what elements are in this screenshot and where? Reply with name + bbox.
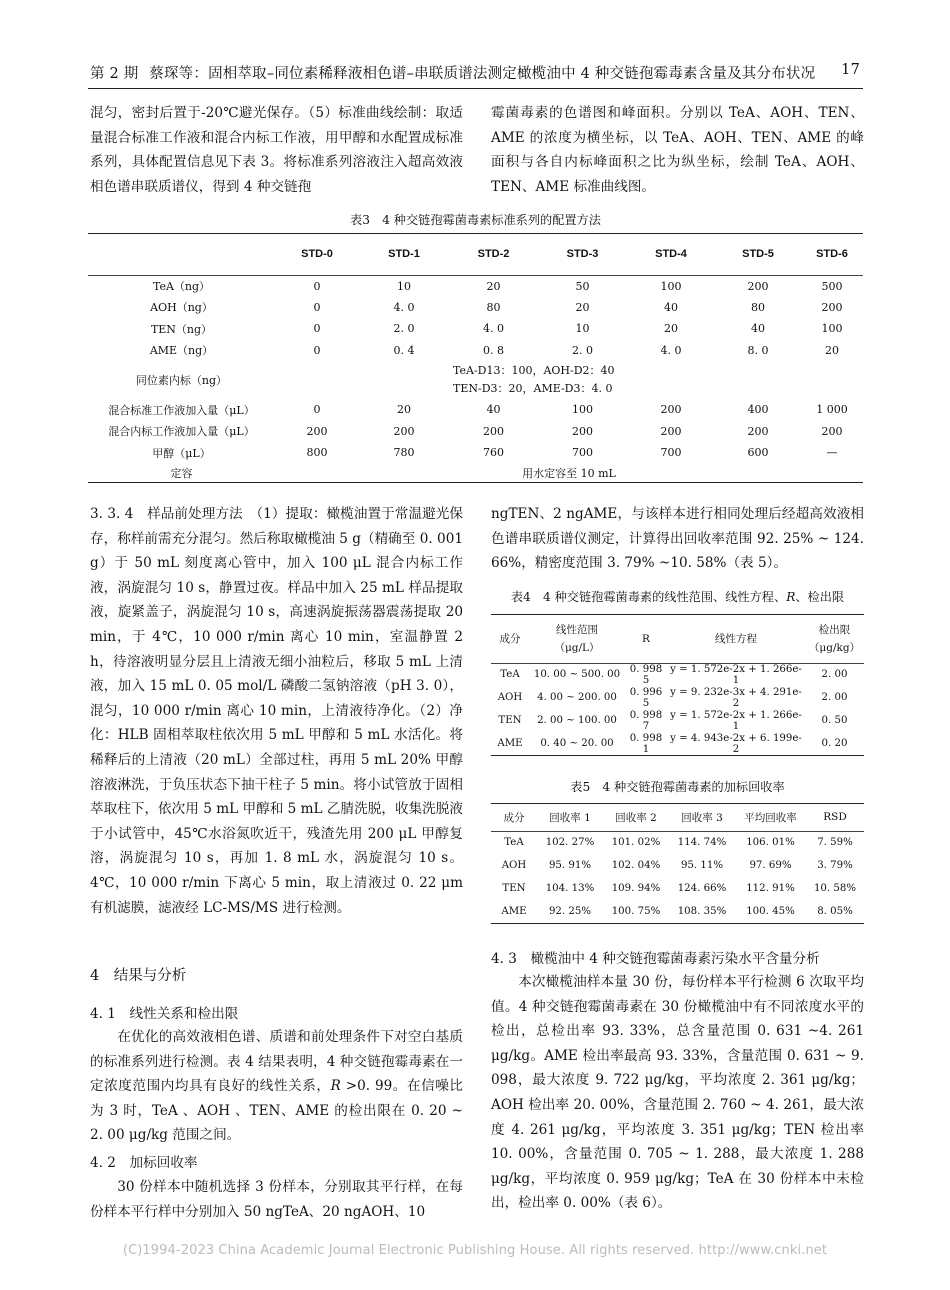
table-row bbox=[88, 275, 863, 297]
table3-header-cell: STD-2 bbox=[477, 248, 510, 261]
table3-cell: 4. 0 bbox=[660, 343, 682, 357]
table4-cell: 2. 00 bbox=[821, 669, 848, 681]
table4-cell: 0. 998 1 bbox=[629, 732, 663, 755]
table3-cell: 20 bbox=[825, 343, 839, 357]
table4-cell: 10. 00 ~ 500. 00 bbox=[533, 669, 621, 681]
top-right-paragraph: 霉菌毒素的色谱图和峰面积。分别以 TeA、AOH、TEN、AME 的浓度为横坐标，以 TeA、AOH、TEN、AME 的峰面积与各自内标峰面积之比为纵坐标，绘制 TeA、AOH、TEN、AME 标准曲线图。 bbox=[491, 105, 864, 195]
section-4-3-heading: 4. 3 橄榄油中 4 种交链孢霉菌毒素污染水平含量分析 bbox=[491, 951, 820, 967]
table-row bbox=[491, 732, 864, 755]
table3-cell: 500 bbox=[821, 279, 843, 293]
table3-header-cell: STD-0 bbox=[301, 248, 333, 261]
table3-cell: 混合内标工作液加入量（μL） bbox=[108, 425, 255, 439]
table3-header-row bbox=[88, 234, 863, 275]
table3-cell: 200 bbox=[821, 424, 843, 438]
copyright-footer: (C)1994-2023 China Academic Journal Electronic Publishing House. All rights reserved. http://www.cnki.net bbox=[122, 1243, 828, 1258]
table3-cell: 800 bbox=[306, 446, 328, 460]
table3-caption: 表3 4 种交链孢霉菌毒素标准系列的配置方法 bbox=[350, 213, 601, 227]
table4-cell: 0. 998 5 bbox=[629, 663, 663, 686]
table3-cell: 100 bbox=[572, 403, 593, 417]
table3-cell: 0 bbox=[313, 300, 321, 314]
table5-cell: 102. 27% bbox=[545, 837, 595, 849]
top-left-paragraph: 混匀，密封后置于-20℃避光保存。（5）标准曲线绘制：取适量混合标准工作液和混合内标工作液，用甲醇和水配置成标准系列，具体配置信息见下表 3。将标准系列溶液注入超高效液相色谱串联质谱仪，得到 4 种交链孢 bbox=[90, 105, 463, 195]
page-number: 17 bbox=[841, 62, 860, 78]
header-rule bbox=[88, 88, 863, 89]
table5-cell: 108. 35% bbox=[677, 906, 727, 917]
table5-cell: 95. 91% bbox=[548, 860, 592, 871]
table5-cell: TeA bbox=[504, 837, 524, 849]
table5-header-row bbox=[491, 804, 864, 831]
table3-header-cell: STD-5 bbox=[742, 248, 774, 261]
p41-text-b: >0. 99。在信噪比为 3 时，TeA 、AOH 、TEN、AME 的检出限在 0. 20 ~ 2. 00 μg/kg 范围之间。 bbox=[90, 1078, 463, 1144]
table4-cell: y = 1. 572e-2x + 1. 266e-1 bbox=[670, 663, 802, 686]
issue-label: 第 2 期 bbox=[90, 66, 139, 82]
table3-cell: 0 bbox=[313, 322, 321, 336]
table3-is-line: TEN-D3：20，AME-D3：4. 0 bbox=[453, 382, 613, 395]
table3-cell: 100 bbox=[660, 279, 682, 293]
table5-cell: 7. 59% bbox=[817, 837, 853, 849]
table4-cell: 0. 50 bbox=[821, 715, 848, 726]
table4-cell: 0. 40 ~ 20. 00 bbox=[540, 738, 614, 749]
table5-header-cell: RSD bbox=[823, 811, 847, 824]
table3-cell: 200 bbox=[660, 403, 682, 417]
table5-cell: AOH bbox=[501, 860, 527, 871]
table3-cell: 200 bbox=[660, 424, 682, 438]
table5-cell: 10. 58% bbox=[813, 883, 857, 894]
table3-cell: 200 bbox=[483, 424, 504, 438]
table-row bbox=[491, 854, 864, 877]
section-4-heading: 4 结果与分析 bbox=[90, 968, 187, 984]
table4-header-line: （μg/kg） bbox=[808, 641, 861, 654]
table3-cell: 20 bbox=[664, 322, 678, 336]
table3-cell: 甲醇（μL） bbox=[152, 446, 211, 460]
table3-cell: 200 bbox=[393, 424, 415, 438]
table3-cell: 0. 4 bbox=[393, 343, 415, 357]
table-row bbox=[88, 297, 863, 319]
table-row bbox=[88, 464, 863, 482]
table5-cell: 112. 91% bbox=[746, 883, 795, 894]
table4-cell: TeA bbox=[500, 669, 520, 681]
table5-cell: 124. 66% bbox=[677, 883, 727, 894]
table3-internal-standard-cell bbox=[449, 361, 715, 399]
table5-cell: 95. 11% bbox=[680, 860, 724, 871]
table3-cell: 200 bbox=[306, 424, 328, 438]
table3-cell: 0 bbox=[313, 403, 321, 417]
table3-is-line: TeA-D13：100，AOH-D2：40 bbox=[453, 364, 615, 377]
table3-cell: 200 bbox=[572, 424, 593, 438]
table3-cell: 同位素内标（ng） bbox=[135, 374, 228, 387]
table4-caption-b: 、检出限 bbox=[795, 590, 845, 604]
table3-cell: 10 bbox=[397, 279, 411, 293]
table3-cell: 2. 0 bbox=[393, 322, 415, 336]
table3-cell: 600 bbox=[747, 446, 769, 460]
table3-cell: 40 bbox=[751, 322, 765, 336]
table4-cell: 2. 00 ~ 100. 00 bbox=[537, 715, 617, 726]
table3-cell: AOH（ng） bbox=[150, 301, 213, 315]
table3-cell: 700 bbox=[572, 446, 593, 460]
table3-cell: 20 bbox=[575, 300, 590, 314]
table3-cell: 700 bbox=[660, 446, 682, 460]
table5-cell: 101. 02% bbox=[611, 837, 661, 849]
table-row bbox=[491, 900, 864, 923]
table3-header-cell bbox=[88, 234, 275, 275]
table3-cell: 200 bbox=[747, 279, 769, 293]
table3-cell: 80 bbox=[751, 300, 765, 314]
table-row bbox=[491, 709, 864, 732]
table4-cell: AME bbox=[497, 738, 523, 749]
table4-cell: 2. 00 bbox=[821, 692, 848, 703]
table3-cell: 400 bbox=[747, 403, 769, 417]
table-row bbox=[88, 361, 863, 399]
table4-header-cell: 成分 bbox=[499, 633, 521, 646]
table4-header-row bbox=[491, 615, 864, 663]
table3-cell: 0. 8 bbox=[483, 343, 504, 357]
table5 bbox=[491, 803, 864, 924]
table-row bbox=[88, 399, 863, 421]
table4-cell: y = 9. 232e-3x + 4. 291e-2 bbox=[670, 686, 802, 709]
table5-cell: 106. 01% bbox=[746, 837, 795, 849]
table5-header-cell: 回收率 1 bbox=[549, 811, 591, 824]
table-row bbox=[88, 421, 863, 443]
table3-cell: 780 bbox=[393, 446, 415, 460]
table3-cell: 40 bbox=[664, 300, 678, 314]
table5-cell: TEN bbox=[502, 883, 526, 894]
running-title: 蔡琛等：固相萃取–同位素稀释液相色谱–串联质谱法测定橄榄油中 4 种交链孢霉毒素含量及其分布状况 bbox=[149, 66, 816, 82]
table3-cell: 混合标准工作液加入量（μL） bbox=[108, 403, 255, 417]
table3-cell: 10 bbox=[575, 322, 590, 336]
table5-header-cell: 回收率 3 bbox=[681, 811, 723, 824]
table3-cell: AME（ng） bbox=[149, 344, 214, 358]
table3-cell: — bbox=[826, 446, 838, 460]
table3-cell: 2. 0 bbox=[572, 343, 593, 357]
table-row bbox=[491, 877, 864, 900]
table4-header-line: （μg/L） bbox=[554, 641, 600, 654]
table4-caption-r: R bbox=[786, 590, 796, 604]
table-row bbox=[88, 340, 863, 362]
table4-caption bbox=[491, 588, 864, 605]
table5-cell: 92. 25% bbox=[548, 906, 592, 917]
section-4-2-heading: 4. 2 加标回收率 bbox=[90, 1155, 198, 1171]
table5-cell: 97. 69% bbox=[749, 860, 792, 871]
table3-cell: 4. 0 bbox=[393, 300, 415, 314]
table5-cell: 100. 45% bbox=[746, 906, 795, 917]
table5-cell: 102. 04% bbox=[611, 860, 661, 871]
table5-cell: 3. 79% bbox=[817, 860, 853, 871]
table4-cell: 0. 998 7 bbox=[629, 709, 663, 732]
table3-cell: 100 bbox=[821, 322, 843, 336]
table3-header-cell: STD-1 bbox=[388, 248, 420, 261]
table5-cell: 100. 75% bbox=[611, 906, 661, 917]
table4-header-cell: R bbox=[642, 632, 650, 645]
table3 bbox=[88, 233, 863, 483]
table5-caption: 表5 4 种交链孢霉菌毒素的加标回收率 bbox=[570, 780, 785, 794]
table3-cell: 0 bbox=[313, 279, 321, 293]
table3-cell: 0 bbox=[313, 343, 321, 357]
table3-cell: 8. 0 bbox=[747, 343, 769, 357]
section-4-1-heading: 4. 1 线性关系和检出限 bbox=[90, 1006, 239, 1022]
table5-header-cell: 平均回收率 bbox=[744, 811, 797, 824]
table4-header-line: 线性范围 bbox=[556, 623, 598, 636]
table4-cell: y = 4. 943e-2x + 6. 199e-2 bbox=[670, 732, 802, 755]
section-4-1-paragraph bbox=[90, 1025, 463, 1148]
table4-cell: AOH bbox=[497, 692, 523, 703]
table5-header-cell: 成分 bbox=[503, 811, 525, 824]
table4-header-line: 检出限 bbox=[818, 623, 851, 636]
table3-cell: 定容 bbox=[170, 466, 193, 480]
table3-cell: 20 bbox=[486, 279, 501, 293]
running-header bbox=[90, 62, 860, 83]
table5-cell: 8. 05% bbox=[817, 906, 853, 917]
table3-cell: 80 bbox=[486, 300, 501, 314]
table4-caption-a: 表4 4 种交链孢霉菌毒素的线性范围、线性方程、 bbox=[510, 590, 787, 604]
table3-header-cell: STD-6 bbox=[816, 248, 848, 261]
table3-cell: 1 000 bbox=[816, 403, 848, 417]
table3-cell: 200 bbox=[747, 424, 769, 438]
table4-cell: TEN bbox=[498, 715, 522, 726]
table3-cell: 40 bbox=[486, 403, 501, 417]
table-row bbox=[88, 318, 863, 340]
table5-cell: 114. 74% bbox=[677, 837, 727, 849]
table3-cell: 200 bbox=[821, 300, 843, 314]
table5-cell: 104. 13% bbox=[545, 883, 595, 894]
table5-header-cell: 回收率 2 bbox=[615, 811, 657, 824]
section-4-2-paragraph-left: 30 份样本中随机选择 3 份样本，分别取其平行样，在每份样本平行样中分别加入 50 ngTeA、20 ngAOH、10 bbox=[90, 1179, 463, 1220]
table4-cell: 0. 996 5 bbox=[629, 686, 663, 709]
table5-cell: 109. 94% bbox=[611, 883, 661, 894]
table3-header-cell: STD-4 bbox=[655, 248, 687, 261]
table3-cell: 20 bbox=[397, 403, 411, 417]
table-row bbox=[491, 831, 864, 854]
p41-r-symbol: R bbox=[330, 1078, 341, 1095]
table4-header-cell bbox=[529, 615, 625, 663]
section-3-3-4: 3. 3. 4 样品前处理方法 （1）提取：橄榄油置于常温避光保存，称样前需充分混匀。然后称取橄榄油 5 g（精确至 0. 001 g）于 50 mL 刻度离心管中，加入 100 μL 混合内标工作液，涡旋混匀 10 s，静置过夜。样品中加入 25 mL 样品提取液，旋紧盖子，涡旋混匀 10 s，高速涡旋振荡器震荡提取 20 min，于 4℃，10 000 r/min 离心 10 min，室温静置 2 h，待溶液明显分层且上清液无细小油粒后，移取 5 mL 上清液，加入 15 mL 0. 05 mol/L 磷酸二氢钠溶液（pH 3. 0），混匀，10 000 r/min 离心 10 min，上清液待净化。（2）净化：HLB 固相萃取柱依次用 5 mL 甲醇和 5 mL 水活化。将稀释后的上清液（20 mL）全部过柱，再用 5 mL 20% 甲醇溶液淋洗，于负压状态下抽干柱子 5 min。将小试管放于固相萃取柱下，依次用 5 mL 甲醇和 5 mL 乙腈洗脱，收集洗脱液于小试管中，45℃水浴氮吹近干，残渣先用 200 μL 甲醇复溶，涡旋混匀 10 s，再加 1. 8 mL 水，涡旋混匀 10 s。4℃，10 000 r/min 下离心 5 min，取上清液过 0. 22 μm 有机滤膜，滤液经 LC-MS/MS 进行检测。 bbox=[90, 506, 463, 916]
table-row bbox=[88, 442, 863, 464]
table5-cell: AME bbox=[501, 906, 527, 917]
table3-cell: 4. 0 bbox=[483, 322, 504, 336]
p41-text-a: 在优化的高效液相色谱、质谱和前处理条件下对空白基质的标准系列进行检测。表 4 结果表明，4 种交链孢霉毒素在一定浓度范围内均具有良好的线性关系， bbox=[90, 1029, 463, 1095]
table-row bbox=[491, 686, 864, 709]
table3-cell: 用水定容至 10 mL bbox=[522, 466, 616, 480]
table4 bbox=[491, 614, 864, 756]
table4-header-cell bbox=[805, 615, 864, 663]
table3-cell: 760 bbox=[483, 446, 504, 460]
table4-cell: 0. 20 bbox=[821, 738, 848, 749]
section-4-2-paragraph-right: ngTEN、2 ngAME，与该样本进行相同处理后经超高效液相色谱串联质谱仪测定，计算得出回收率范围 92. 25% ~ 124. 66%，精密度范围 3. 79% ~10. 58%（表 5）。 bbox=[491, 506, 864, 572]
table4-cell: y = 1. 572e-2x + 1. 266e-1 bbox=[670, 709, 802, 732]
section-4-3-paragraph: 本次橄榄油样本量 30 份，每份样本平行检测 6 次取平均值。4 种交链孢霉菌毒素在 30 份橄榄油中有不同浓度水平的检出，总检出率 93. 33%，总含量范围 0. 631 ~4. 261 μg/kg。AME 检出率最高 93. 33%，含量范围 0. 631 ~ 9. 098，最大浓度 9. 722 μg/kg，平均浓度 2. 361 μg/kg；AOH 检出率 20. 00%，含量范围 2. 760 ~ 4. 261，最大浓度 4. 261 μg/kg，平均浓度 3. 351 μg/kg；TEN 检出率 10. 00%，含量范围 0. 705 ~ 1. 288，最大浓度 1. 288 μg/kg，平均浓度 0. 959 μg/kg；TeA 在 30 份样本中未检出，检出率 0. 00%（表 6）。 bbox=[491, 974, 864, 1212]
table4-header-cell: 线性方程 bbox=[715, 633, 757, 646]
table3-header-cell: STD-3 bbox=[566, 248, 599, 261]
table3-cell: TeA（ng） bbox=[152, 280, 211, 293]
table-row bbox=[491, 663, 864, 686]
table3-cell: TEN（ng） bbox=[150, 322, 213, 336]
table3-cell: 50 bbox=[575, 279, 590, 293]
table4-cell: 4. 00 ~ 200. 00 bbox=[537, 692, 617, 703]
